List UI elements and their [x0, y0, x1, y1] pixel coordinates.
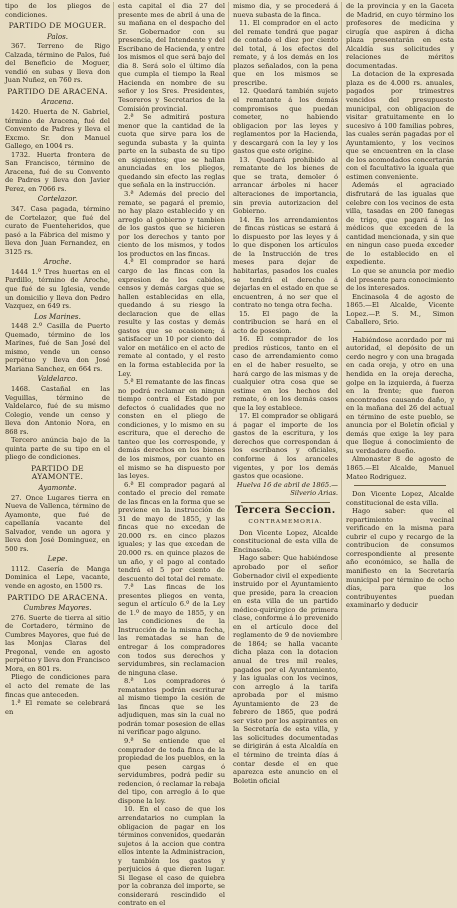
subsection-label: CONTRAMEMORIA. [248, 519, 323, 526]
paragraph: 8.ª Los compradores ó rematantes podrán escriturar al mismo tiempo la cesión de las fincas que se les adjudiquen, mas sin la cual no podrán tomar posesion de ellas ni verificar pago alguno. [118, 677, 225, 737]
paragraph: Don Vicente Lopez, Alcalde constitucional de esta villa. [346, 490, 454, 507]
section-title: Tercera Seccion. [235, 504, 336, 516]
divider [354, 331, 446, 332]
paragraph: 1444 1.º Tres huertas en el Pardillo, término de Aroche, que fué de su Iglesia, vende un domicilio y lleva don Pedro Vazquez, en 649 rs. [5, 267, 110, 311]
paragraph: Pliego de condiciones para el acto del remate de las fincas que anteceden. [5, 673, 110, 699]
paragraph: Tercero anúncia bajo de la quinta parte de su tipo en el pliego de condiciones. [5, 436, 110, 462]
column-4 [344, 2, 457, 640]
paragraph: 4.ª El comprador se hará cargo de las fincas con la expresion de los cabidos, censos y demás cargas que se hallen establecidas en ella, quedando á su riesgo la declaracion que de ellas resulte y las costas y demás gastos que se ocasionen; á satisfacer un 10 por ciento del valor en metálico en el acto de remate al contado, y el resto en la forma establecida por la Ley. [118, 258, 225, 378]
section-heading: PARTIDO DE ARACENA. [7, 86, 108, 96]
place-heading: Aracena. [41, 97, 74, 107]
paragraph: 276. Suerte de tierra al sitio de Cortadero, término de Cumbres Mayores, que fué de las Monjas Claras del Pregonal, vende en agosto perpétuo y lleva don Francisco Mora, en 801 rs. [5, 613, 110, 673]
paragraph: Almonaster 8 de agosto de 1865.—El Alcalde, Manuel Mateo Rodriguez. [346, 455, 454, 481]
paragraph: 27. Once Lugares tierra en Nueva de Vallenca, término de Ayamonte, que fué de capellanía vacante del Salvador, vende un agora y lleva don José Dominguez, en 500 rs. [5, 493, 110, 553]
paragraph: 10. En el caso de que los arrendatarios no cumplan la obligacion de pagar en los términos convenidos, quedarán sujetos á la accion que contra ellos intente la Administracion, y también los gastos y perjuicios á que dieren lugar. Si llegase el caso de quiebra por la cobranza del importe, se considerará rescindido el contrato en el [118, 805, 225, 908]
paragraph: 13. Quedará prohibido al rematante de los bienes de que se trata, demoler ó arrancar árboles ni hacer alteraciones de importancia, sin previa autorizacion del Gobierno. [233, 155, 338, 216]
column-2 [116, 2, 229, 908]
place-heading: Lepe. [47, 554, 68, 564]
place-heading: Cumbres Mayores. [23, 603, 92, 613]
paragraph: 11. El comprador en el acto del remate tendrá que pagar de contado el diez por ciento del total, á los efectos del remate, y á los demás en los plazos señalados, con la pena que en los mismos se prescribe. [233, 19, 338, 87]
column-1 [3, 2, 114, 716]
paragraph: Huelva 16 de abril de 1865.—Silverio Arias. [236, 480, 338, 498]
paragraph: 1732. Huerta frontera de San Francisco, término de Aracena, fué de su Convento de Padres y lleva don Javier Perez, en 7066 rs. [5, 150, 110, 193]
paragraph: Además el agraciado disfrutará de las igualas que celebre con los vecinos de esta villa, tasadas en 200 fanegas de trigo, que pagará á los médicos que exceden de la cantidad mencionada, y sin que en ningun caso pueda exceder de lo establecido en el expediente. [346, 181, 454, 267]
paragraph: mismo dia, y se procederá á nueva subasta de la finca. [233, 2, 338, 19]
paragraph: Hago saber: Que habiéndose aprobado por el señor Gobernador civil el expediente instruido por el Ayuntamiento que preside, para la creacion en esta villa de un partido médico-quirúrgico de primera clase, conforme á lo prevenido en el artículo doce del reglamento de 9 de noviembre de 1864; se halla vacante dicha plaza con la dotacion anual de tres mil reales, pagados por el Ayuntamiento, y las igualas con los vecinos, con arreglo á la tarifa aprobada por el mismo Ayuntamiento de 23 de febrero de 1865, que podrá ser visto por los aspirantes en la Secretaría de esta villa, y las solicitudes documentadas se dirigirán á esta Alcaldía en el término de treinta días á contar desde el en que aparezca este anuncio en el Boletin oficial [233, 554, 338, 785]
paragraph: 367. Terreno de Rigo Calzada, término de Palos, fué del Beneficio de Moguer, vendió en subas y lleva don Juan Nuñez, en 760 rs. [5, 42, 110, 85]
place-heading: Aroche. [43, 257, 72, 267]
paragraph: Habiéndose acordado por mi autoridad, el depósito de un cerdo negro y con una bragada en cada oreja, y otro en una hendida en la oreja derecha, golpe en la izquierda, á fuerza en la frente; que fueron encontrados causando daño, y en la mañana del 26 del actual en término de este pueblo, se anuncia por el Boletin oficial y demás que exige la ley para que llegue á conocimiento de su verdadero dueño. [346, 335, 454, 455]
paragraph: 3.ª Además del precio del remate, se pagará el premio, no hay plazo establecido y en arreglo al gobierno y tambien de los gastos que se hicieren por los derechos y tanto por ciento de los mismos, y todos los productos en las fincas. [118, 190, 225, 258]
paragraph: Hago saber: que el repartimiento vecinal verificado en la misma para cubrir el cupo y recargo de la contribucion de consumos correspondiente al presente año económico, se halla de manifiesto en la Secretaría municipal por término de ocho días, para que los contribuyentes puedan examinarlo y deducir [346, 507, 454, 610]
paragraph: 2.ª Se admitirá postura menor que la cantidad de la cuota que sirve para los de segunda subasta y la quinta parte en la subasta de su tipo en siguientes; que se hallan anunciadas en los pliegos, quedando sin efecto las reglas que señala en la instrucción. [118, 113, 225, 190]
paragraph: 14. En los arrendamientos de fincas rústicas se estará á lo dispuesto por las leyes y á lo que disponen los artículos de la Instrucción de tres meses para dejar de habitarlas, pasados los cuales se tendrá el derecho á dejarlas en el estado en que se encuentren, á no ser que el contrato no tenga otra fecha. [233, 215, 338, 310]
column-3 [231, 2, 342, 785]
divider [241, 502, 330, 503]
paragraph: 12. Quedará también sujeto el rematante á los demás compromisos que puedan cometer, no habiendo obligacion por las leyes y reglamentos por la Hacienda, y descargará con la ley y los gastos que este origine. [233, 87, 338, 156]
paragraph: Don Vicente Lopez, Alcalde constitucional de esta villa de Encinasola. [233, 528, 338, 554]
paragraph: Lo que se anuncia por medio del presente para conocimiento de los interesados. [346, 266, 454, 293]
paragraph: 1420. Huerta de N. Gabriel, término de Aracena, fué del Convento de Padres y lleva el Excmo. Sr. don Manuel Gallego, en 1004 rs. [5, 108, 110, 151]
paragraph: La dotacion de la expresada plaza es de 4.000 rs. anuales, pagados por trimestres vencidos del presupuesto municipal, con obligacion de visitar gratuitamente en lo sucesivo á 100 familias pobres, las cuales serán pagadas por el Ayuntamiento, y los vecinos que se encuentren en la clase de los acomodados concertarán con el facultativo la iguala que estimen conveniente. [346, 70, 454, 181]
place-heading: Los Marines. [34, 311, 81, 321]
section-heading: PARTIDO DE MOGUER. [8, 21, 107, 31]
section-heading: PARTIDO DE AYAMONTE. [31, 463, 84, 482]
paragraph: de la provincia y en la Gaceta de Madrid, en cuyo término los profesores de medicina y cirugía que aspiren á dicha plaza presentarán en esta Alcaldía sus solicitudes y relaciones de méritos documentadas. [346, 2, 454, 70]
paragraph: tipo de los pliegos de condiciones. [5, 2, 110, 19]
paragraph: 1448 2.º Casilla de Puerto Quemado, término de los Marines, fué de San José del mismo, vende un censo perpétuo y lleva don José Mariana Sanchez, en 664 rs. [5, 322, 110, 373]
paragraph: 7.ª Las fincas de los presentes pliegos en venta, segun el artículo 6.º de la Ley de 1.º de mayo de 1855, y en las condiciones de la Instrucción de la misma fecha, las rematadas se han de entregar á los compradores con todos sus derechos y servidumbres, sin reclamacion de ninguna clase. [118, 583, 225, 677]
paragraph: 1112. Casería de Manga Dominica el Lepe, vacante, vende en agosto, en 1500 rs. [5, 564, 110, 590]
paragraph: 1.ª El remate se celebrará en [5, 699, 110, 716]
paragraph: 347. Casa pagada, término de Cortelazor, que fué del curato de Fuenteheridos, que pasó a la Fábrica del mismo y lleva don Juan Fernandez, en 3125 rs. [5, 205, 110, 256]
place-heading: Ayamonte. [38, 482, 77, 492]
paragraph: 1468. Castañal en las Veguillas, término de Valdelarco, fué de su mismo Colegio, vende un censo y lleva don Antonio Nora, en 868 rs. [5, 384, 110, 436]
place-heading: Palos. [46, 31, 69, 41]
paragraph: 6.ª El comprador pagará al contado el precio del remate de las fincas en la forma que se previene en la instrucción de 31 de mayo de 1855, y las fincas que no excedan de 20.000 rs. en cinco plazos iguales; y las que excedan de 20.000 rs. en quince plazos de un año, y el pago al contado tendrá el 5 por ciento de descuento del total del remate. [118, 480, 225, 583]
section-heading: PARTIDO DE ARACENA. [7, 592, 108, 602]
paragraph: 9.ª Se entiende que el comprador de toda finca de la propiedad de los pueblos, en la que pesen cargas ó servidumbres, podrá pedir su redencion, ó reclamar la rebaja del tipo, con arreglo á lo que dispone la ley. [118, 737, 225, 805]
paragraph: 5.ª El rematante de las fincas no podrá reclamar en ningun tiempo contra el Estado por defectos ó cualidades que no consten en el pliego de condiciones, y lo mismo en su escritura, que el derecho de tanteo que les corresponde, y demás derechos en los bienes de los mismos, por cuanto en el mismo se ha dispuesto por las leyes. [118, 378, 225, 481]
paragraph: 15. El pago de la contribucion se hará en el acto de posesion. [233, 309, 338, 335]
paragraph: 16. El comprador de los predios rústicos, tanto en el caso de arrendamiento como en el de haber resuelto, se hará cargo de las mismas y de cualquier otra cosa que se estime en los hechos del remate, ó en los demás casos que la ley establece. [233, 335, 338, 412]
paragraph: 17. El comprador se obligará á pagar el importe de los gastos de la escritura, y los derechos que correspondan á los escribanos y oficiales, conforme á los aranceles vigentes, y por los demás gastos que ocasione. [233, 412, 338, 481]
paragraph: esta capital el dia 27 del presente mes de abril á una de su mañana en el despacho del Sr. Gobernador con su presencia, del Intendente y del Escribano de Hacienda, y entre los mismos el que será bajo del dia 8. Será solo el último día que cumpla el tiempo la Real Hacienda en nombre de su señor y los Sres. Presidentes, Tesoreros y Secretarios de la Comisión provincial. [118, 2, 225, 113]
paragraph: Encinasola 4 de agosto de 1865.—El Alcalde, Vicente Lopez.—P. S. M., Simon Caballero, Srio. [346, 292, 454, 327]
place-heading: Valdelarco. [37, 374, 78, 384]
place-heading: Cortelazor. [37, 194, 78, 204]
divider [354, 485, 446, 486]
